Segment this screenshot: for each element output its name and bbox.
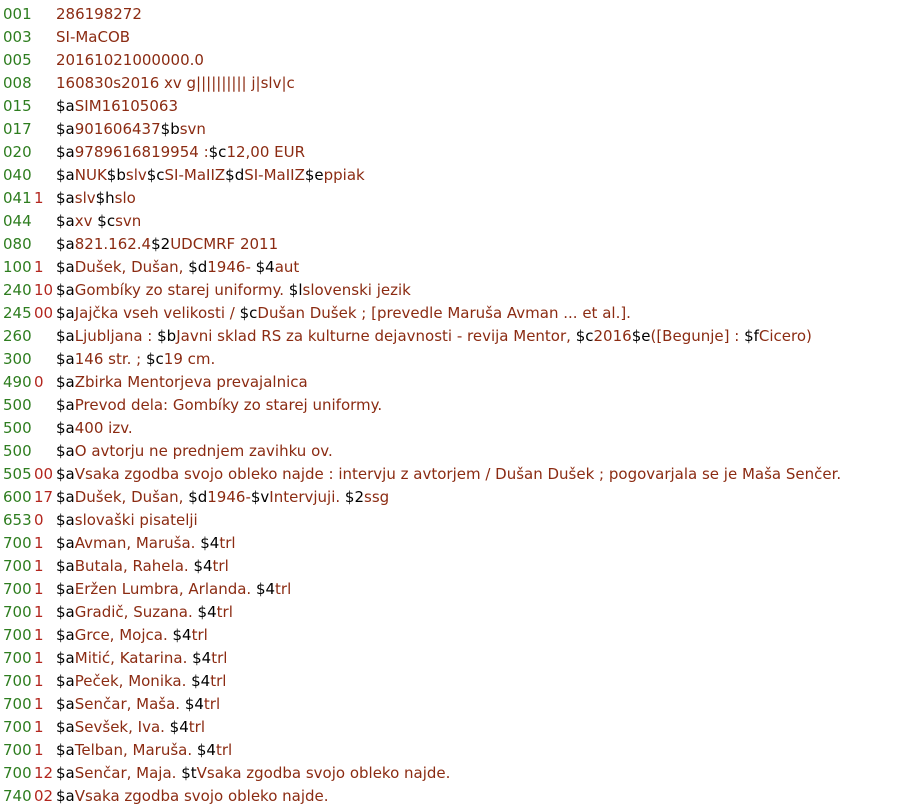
subfield-value: trl (275, 580, 292, 598)
subfield-code: $e (631, 327, 651, 345)
field-tag: 080 (3, 235, 32, 253)
subfield-code: $c (146, 166, 165, 184)
subfield-code: $4 (191, 672, 211, 690)
subfield-value: UDCMRF 2011 (170, 235, 279, 253)
subfield-value: ppiak (323, 166, 365, 184)
marc-field-row (0, 578, 900, 601)
field-indicators: 1 (34, 258, 44, 276)
subfield-value: trl (211, 649, 228, 667)
field-content (56, 72, 295, 95)
field-tag: 005 (3, 51, 32, 69)
marc-field-row (0, 325, 900, 348)
marc-field-row (0, 49, 900, 72)
field-tag: 600 (3, 488, 32, 506)
subfield-value: SI-MaIIZ (244, 166, 305, 184)
field-content (56, 417, 133, 440)
field-content (56, 49, 204, 72)
field-tag: 700 (3, 672, 32, 690)
subfield-value: Butala, Rahela. (74, 557, 194, 575)
subfield-value: Vsaka zgodba svojo obleko najde. (74, 787, 329, 805)
marc-field-row (0, 762, 900, 785)
field-tag: 740 (3, 787, 32, 805)
field-content (56, 256, 299, 279)
field-content (56, 302, 631, 325)
subfield-value: slv (125, 166, 147, 184)
subfield-value: 400 izv. (74, 419, 133, 437)
subfield-value: Jajčka vseh velikosti / (74, 304, 240, 322)
field-tag: 500 (3, 419, 32, 437)
subfield-code: $a (56, 741, 75, 759)
field-content (56, 486, 389, 509)
field-tag: 700 (3, 626, 32, 644)
field-tag: 700 (3, 764, 32, 782)
marc-field-row (0, 440, 900, 463)
subfield-code: $d (188, 488, 208, 506)
field-content (56, 371, 308, 394)
field-content (56, 394, 382, 417)
field-indicators: 1 (34, 603, 44, 621)
marc-field-row (0, 233, 900, 256)
marc-field-row (0, 555, 900, 578)
subfield-value: 1946- (207, 258, 256, 276)
subfield-code: $a (56, 442, 75, 460)
subfield-code: $v (250, 488, 270, 506)
subfield-code: $c (97, 212, 116, 230)
subfield-value: Gradič, Suzana. (74, 603, 198, 621)
subfield-code: $a (56, 787, 75, 805)
subfield-value: Dušan Dušek ; [prevedle Maruša Avman ... et al.]. (257, 304, 631, 322)
field-indicators: 1 (34, 741, 44, 759)
subfield-code: $a (56, 373, 75, 391)
field-tag: 700 (3, 649, 32, 667)
field-indicators: 0 (34, 373, 44, 391)
field-content (56, 785, 329, 808)
subfield-value: Eržen Lumbra, Arlanda. (74, 580, 256, 598)
field-content (56, 578, 291, 601)
subfield-code: $t (181, 764, 197, 782)
field-indicators: 00 (34, 465, 54, 483)
subfield-code: $a (56, 695, 75, 713)
subfield-value: slovenski jezik (302, 281, 411, 299)
subfield-code: $e (304, 166, 324, 184)
subfield-code: $c (575, 327, 594, 345)
subfield-code: $l (288, 281, 303, 299)
field-tag: 041 (3, 189, 32, 207)
field-tag: 653 (3, 511, 32, 529)
marc-field-row (0, 417, 900, 440)
marc-field-row (0, 394, 900, 417)
subfield-code: $2 (344, 488, 365, 506)
subfield-value: Prevod dela: Gombíky zo starej uniformy. (74, 396, 383, 414)
marc-field-row (0, 348, 900, 371)
marc-field-row (0, 509, 900, 532)
field-indicators: 1 (34, 718, 44, 736)
field-indicators: 1 (34, 695, 44, 713)
field-tag: 015 (3, 97, 32, 115)
subfield-value: 12,00 EUR (226, 143, 306, 161)
subfield-value: xv (74, 212, 98, 230)
field-content (56, 164, 365, 187)
subfield-code: $a (56, 258, 75, 276)
field-indicators: 1 (34, 672, 44, 690)
subfield-value: trl (203, 695, 221, 713)
subfield-value: svn (179, 120, 206, 138)
subfield-code: $a (56, 327, 75, 345)
subfield-code: $4 (169, 718, 189, 736)
subfield-code: $4 (255, 258, 275, 276)
marc-field-row (0, 601, 900, 624)
marc-field-row (0, 26, 900, 49)
subfield-value: 901606437 (74, 120, 161, 138)
subfield-value: Telban, Maruša. (74, 741, 197, 759)
subfield-value: 19 cm. (163, 350, 216, 368)
subfield-value: Senčar, Maša. (74, 695, 185, 713)
field-tag: 044 (3, 212, 32, 230)
field-content (56, 670, 226, 693)
field-tag: 008 (3, 74, 32, 92)
subfield-value: 160830s2016 xv g|||||||||| j|slv|c (56, 74, 295, 92)
field-content (56, 95, 178, 118)
subfield-code: $4 (172, 626, 192, 644)
subfield-code: $4 (197, 603, 217, 621)
field-content (56, 693, 220, 716)
subfield-value: 146 str. ; (74, 350, 146, 368)
subfield-value: 286198272 (56, 5, 142, 23)
subfield-code: $a (56, 281, 75, 299)
field-content (56, 187, 136, 210)
field-tag: 700 (3, 741, 32, 759)
marc-field-row (0, 302, 900, 325)
subfield-value: trl (191, 626, 208, 644)
field-tag: 020 (3, 143, 32, 161)
subfield-value: svn (115, 212, 142, 230)
field-indicators: 1 (34, 534, 44, 552)
subfield-code: $a (56, 212, 75, 230)
field-content (56, 762, 450, 785)
subfield-code: $c (208, 143, 227, 161)
field-content (56, 509, 198, 532)
field-tag: 001 (3, 5, 32, 23)
subfield-code: $a (56, 557, 75, 575)
field-content (56, 555, 229, 578)
field-content (56, 601, 233, 624)
marc-field-row (0, 279, 900, 302)
subfield-code: $4 (184, 695, 204, 713)
field-content (56, 118, 206, 141)
subfield-value: SI-MaCOB (56, 28, 131, 46)
subfield-code: $a (56, 718, 75, 736)
subfield-code: $b (157, 327, 177, 345)
field-tag: 505 (3, 465, 32, 483)
subfield-value: Mitić, Katarina. (74, 649, 193, 667)
subfield-value: Vsaka zgodba svojo obleko najde. (196, 764, 451, 782)
field-tag: 260 (3, 327, 32, 345)
subfield-code: $4 (196, 741, 216, 759)
subfield-code: $a (56, 649, 75, 667)
subfield-value: SI-MaIIZ (164, 166, 226, 184)
marc-field-row (0, 210, 900, 233)
field-content (56, 325, 812, 348)
subfield-code: $a (56, 580, 75, 598)
marc-field-row (0, 371, 900, 394)
field-tag: 017 (3, 120, 32, 138)
field-tag: 003 (3, 28, 32, 46)
marc-field-row (0, 187, 900, 210)
field-content (56, 440, 333, 463)
marc-field-row (0, 118, 900, 141)
field-tag: 500 (3, 442, 32, 460)
subfield-code: $b (160, 120, 180, 138)
field-tag: 700 (3, 534, 32, 552)
field-tag: 245 (3, 304, 32, 322)
field-content (56, 647, 227, 670)
field-content (56, 739, 232, 762)
subfield-value: Sevšek, Iva. (74, 718, 170, 736)
subfield-code: $a (56, 511, 75, 529)
marc-field-row (0, 95, 900, 118)
marc-field-row (0, 486, 900, 509)
subfield-code: $a (56, 419, 75, 437)
subfield-code: $a (56, 534, 75, 552)
subfield-value: 20161021000000.0 (56, 51, 204, 69)
marc-field-row (0, 3, 900, 26)
field-tag: 500 (3, 396, 32, 414)
subfield-value: trl (216, 603, 233, 621)
field-indicators: 1 (34, 580, 44, 598)
subfield-code: $a (56, 764, 75, 782)
subfield-code: $2 (151, 235, 171, 253)
field-tag: 700 (3, 695, 32, 713)
field-tag: 490 (3, 373, 32, 391)
field-content (56, 233, 278, 256)
field-tag: 700 (3, 603, 32, 621)
subfield-value: 9789616819954 : (74, 143, 209, 161)
subfield-code: $a (56, 120, 75, 138)
subfield-code: $d (188, 258, 208, 276)
field-content (56, 463, 841, 486)
field-tag: 700 (3, 557, 32, 575)
subfield-value: slovaški pisatelji (74, 511, 198, 529)
subfield-code: $c (146, 350, 164, 368)
subfield-code: $a (56, 97, 75, 115)
subfield-code: $f (744, 327, 759, 345)
subfield-value: 821.162.4 (74, 235, 152, 253)
field-indicators: 00 (34, 304, 54, 322)
subfield-value: trl (210, 672, 227, 690)
subfield-code: $b (106, 166, 126, 184)
field-tag: 700 (3, 718, 32, 736)
subfield-code: $a (56, 672, 75, 690)
field-tag: 700 (3, 580, 32, 598)
subfield-value: trl (212, 557, 229, 575)
marc-field-row (0, 532, 900, 555)
field-indicators: 1 (34, 189, 44, 207)
subfield-value: trl (219, 534, 236, 552)
marc-field-row (0, 72, 900, 95)
marc-field-row (0, 670, 900, 693)
subfield-value: 1946- (207, 488, 251, 506)
subfield-value: slo (114, 189, 136, 207)
subfield-value: Cicero) (758, 327, 812, 345)
field-content (56, 141, 305, 164)
field-content (56, 279, 411, 302)
subfield-value: Vsaka zgodba svojo obleko najde : intervju z avtorjem / Dušan Dušek ; pogovarjala se je Maša Senčer. (74, 465, 842, 483)
subfield-code: $a (56, 465, 75, 483)
subfield-code: $4 (193, 557, 213, 575)
field-indicators: 1 (34, 626, 44, 644)
field-tag: 300 (3, 350, 32, 368)
marc-field-row (0, 256, 900, 279)
field-content (56, 3, 142, 26)
subfield-value: Ljubljana : (74, 327, 158, 345)
marc-field-row (0, 164, 900, 187)
marc-field-row (0, 785, 900, 808)
subfield-value: Intervjuji. (269, 488, 345, 506)
subfield-value: Gombíky zo starej uniformy. (74, 281, 289, 299)
field-content (56, 624, 208, 647)
subfield-code: $d (225, 166, 245, 184)
field-indicators: 12 (34, 764, 54, 782)
subfield-code: $4 (255, 580, 276, 598)
field-indicators: 0 (34, 511, 44, 529)
subfield-value: NUK (74, 166, 107, 184)
field-tag: 100 (3, 258, 32, 276)
subfield-code: $a (56, 166, 75, 184)
subfield-code: $4 (200, 534, 220, 552)
marc-field-row (0, 716, 900, 739)
subfield-value: slv (74, 189, 96, 207)
subfield-value: Zbirka Mentorjeva prevajalnica (74, 373, 308, 391)
subfield-code: $a (56, 235, 75, 253)
field-indicators: 10 (34, 281, 54, 299)
marc-field-row (0, 624, 900, 647)
subfield-code: $a (56, 626, 75, 644)
subfield-value: aut (274, 258, 300, 276)
field-indicators: 1 (34, 649, 44, 667)
subfield-code: $a (56, 396, 75, 414)
subfield-value: Peček, Monika. (74, 672, 192, 690)
field-indicators: 1 (34, 557, 44, 575)
subfield-value: Dušek, Dušan, (74, 258, 189, 276)
field-content (56, 210, 141, 233)
subfield-code: $a (56, 350, 75, 368)
marc-field-row (0, 463, 900, 486)
subfield-value: trl (188, 718, 205, 736)
field-indicators: 02 (34, 787, 54, 805)
subfield-value: ssg (364, 488, 390, 506)
subfield-value: Grce, Mojca. (74, 626, 173, 644)
subfield-code: $a (56, 603, 75, 621)
subfield-value: Senčar, Maja. (74, 764, 182, 782)
subfield-value: trl (215, 741, 233, 759)
subfield-value: SIM16105063 (74, 97, 178, 115)
marc-field-row (0, 141, 900, 164)
field-tag: 040 (3, 166, 32, 184)
subfield-code: $a (56, 189, 75, 207)
field-content (56, 716, 205, 739)
subfield-value: Javni sklad RS za kulturne dejavnosti - revija Mentor, (176, 327, 576, 345)
subfield-code: $a (56, 488, 75, 506)
subfield-value: Dušek, Dušan, (74, 488, 189, 506)
subfield-value: 2016 (593, 327, 632, 345)
field-content (56, 26, 130, 49)
subfield-code: $h (95, 189, 115, 207)
subfield-code: $a (56, 143, 75, 161)
field-tag: 240 (3, 281, 32, 299)
subfield-value: ([Begunje] : (650, 327, 745, 345)
subfield-value: Avman, Maruša. (74, 534, 201, 552)
marc-field-row (0, 739, 900, 762)
subfield-value: O avtorju ne prednjem zavihku ov. (74, 442, 333, 460)
marc-field-row (0, 647, 900, 670)
subfield-code: $4 (192, 649, 212, 667)
marc-field-row (0, 693, 900, 716)
subfield-code: $a (56, 304, 75, 322)
field-indicators: 17 (34, 488, 54, 506)
subfield-code: $c (239, 304, 258, 322)
field-content (56, 532, 236, 555)
field-content (56, 348, 215, 371)
